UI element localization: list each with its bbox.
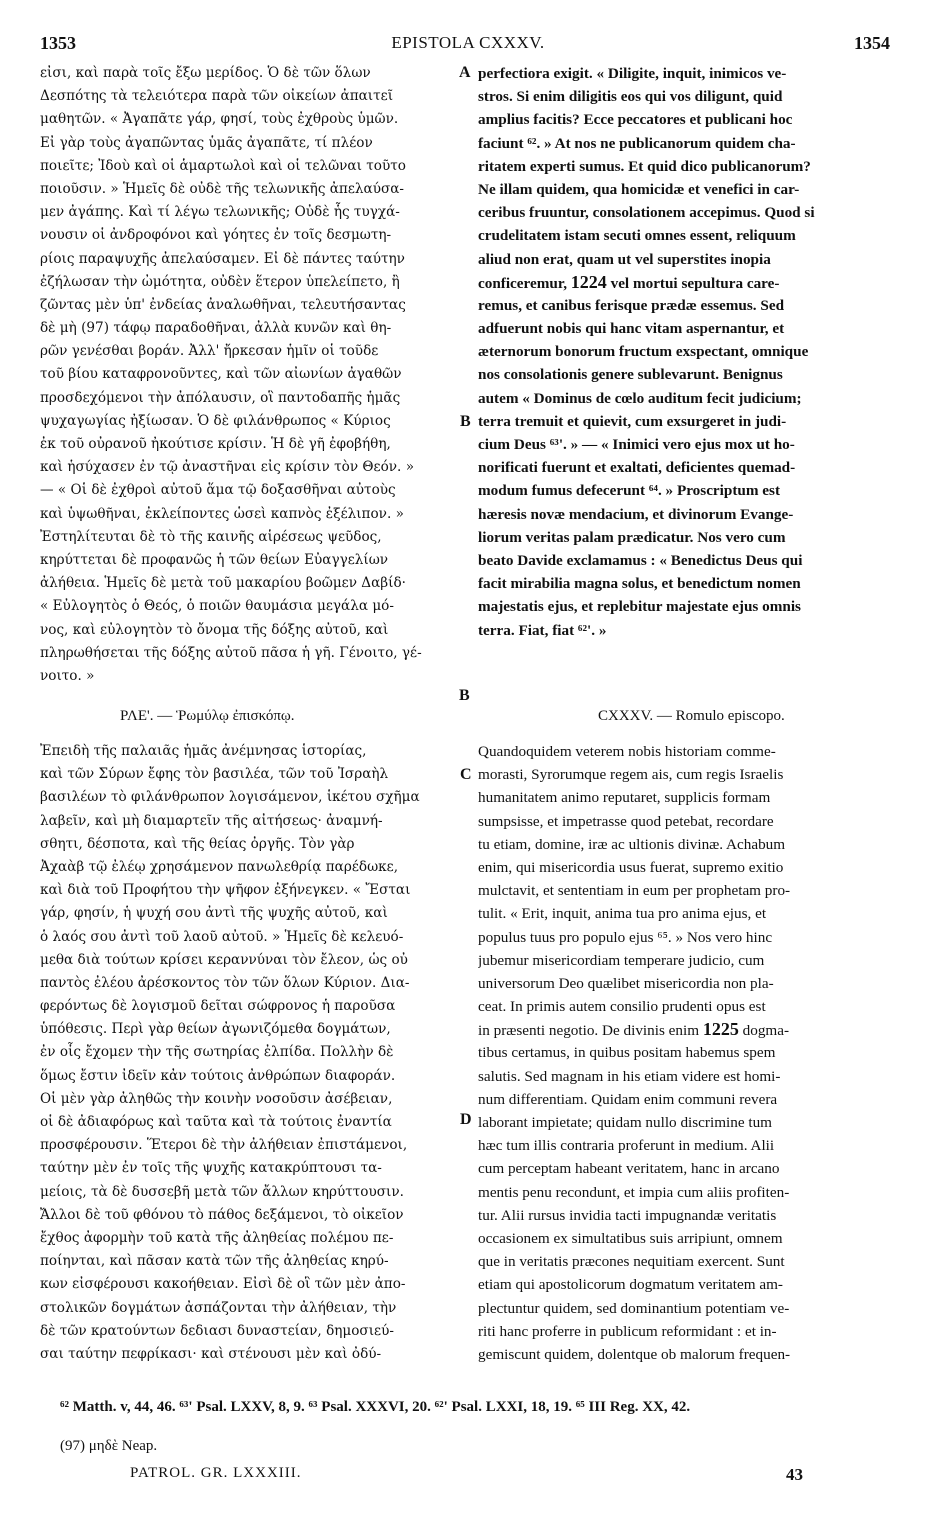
patrologia-signature: PATROL. GR. LXXXIII. xyxy=(130,1465,302,1481)
text-line: faciunt ⁶². » At nos ne publicanorum quidem cha- xyxy=(478,134,796,152)
text-line: beato Davide exclamamus : « Benedictus Deus qui xyxy=(478,551,803,569)
text-line: occasionem ex simultatibus suis arripiunt, omnem xyxy=(478,1229,783,1247)
text-line: facit mirabilia magna solus, et benedictum nomen xyxy=(478,575,801,593)
column-number: 1224 xyxy=(570,271,607,292)
text-line: οἱ δὲ ἀδιαφόρως καὶ ταῦτα καὶ τὰ τούτοις ἐναντία xyxy=(40,1114,392,1130)
text-line: cium Deus ⁶³'. » — « Inimici vero ejus mox ut ho- xyxy=(478,436,795,453)
latin-bottom-column xyxy=(478,740,898,1366)
text-line: προσδεχόμενοι τὴν ἀπόλαυσιν, οἳ παντοδαπῆς ἡμᾶς xyxy=(40,389,401,406)
text-line: populus tuus pro populo ejus ⁶⁵. » Nos vero hinc xyxy=(478,928,773,946)
text-line: Εἰ γὰρ τοὺς ἀγαπῶντας ὑμᾶς ἀγαπᾶτε, τί πλέον xyxy=(40,134,373,151)
text-line: mulctavit, et sententiam in eum per prophetam pro- xyxy=(478,882,791,900)
margin-marker-a: A xyxy=(459,64,471,81)
text-segment: in præsenti negotio. De divinis enim xyxy=(478,1022,703,1040)
text-line: σθητι, δέσποτα, καὶ τῆς θείας ὀργῆς. Τὸν γὰρ xyxy=(40,835,355,852)
text-line: hæresis novæ mendacium, et divinorum Evange- xyxy=(478,505,794,523)
page-number-left: 1353 xyxy=(40,33,76,53)
text-line: δὲ τῶν κρατούντων δεδιασι δυναστείαν, δημοσιεύ- xyxy=(40,1322,394,1339)
text-line: Δεσπότης τὰ τελειότερα παρὰ τῶν οἰκείων ἀπαιτεῖ xyxy=(40,88,394,105)
text-line: sumpsisse, et impetrasse quod petebat, recordare xyxy=(478,812,774,830)
text-line: καὶ τῶν Σύρων ἔφης τὸν βασιλέα, τῶν τοῦ Ἰσραὴλ xyxy=(40,766,389,783)
text-line: κηρύττεται δὲ προφανῶς ἡ τῶν θείων Εὐαγγελίων xyxy=(40,551,389,568)
text-line: νουσιν οἱ ἀνδροφόνοι καὶ γόητες ἐν τοῖς δεσμωτη- xyxy=(40,227,392,244)
text-line: ζῶντας μὲν ὑπ' ἐνδείας ἀναλωθῆναι, τελευτήσαντας xyxy=(40,296,406,313)
text-line: μεθα διὰ τούτων κρίσει κεραννύναι τὸν ἔλεον, ὡς οὐ xyxy=(40,951,408,968)
text-line: πληρωθήσεται τῆς δόξης αὐτοῦ πᾶσα ἡ γῆ. Γένοιτο, γέ- xyxy=(40,644,422,661)
latin-top-column xyxy=(478,62,898,642)
text-line: ritatem experti sumus. Et quid dico publicanorum? xyxy=(478,157,811,175)
text-line: δὲ μὴ (97) τάφῳ παραδοθῆναι, ἀλλὰ κυνῶν καὶ θη- xyxy=(40,320,392,337)
text-line: μαθητῶν. « Ἀγαπᾶτε γάρ, φησί, τοὺς ἐχθροὺς ὑμῶν. xyxy=(40,111,399,128)
text-line: stros. Si enim diligitis eos qui vos diligunt, quid xyxy=(478,88,783,106)
text-line: salutis. Sed magnam in his etiam videre est homi- xyxy=(478,1067,781,1085)
text-line: βασιλέων τὸ φιλάνθρωπον λογισάμενον, ἱκέτου σχῆμα xyxy=(40,789,420,806)
text-line: ποίηνται, καὶ πᾶσαν κατὰ τῶν τῆς ἀληθείας κηρύ- xyxy=(40,1253,389,1270)
text-line: παντὸς ἐλέου ἀρέσκοντος τὸν τῶν ὅλων Κύριον. Δια- xyxy=(40,974,410,991)
text-line: nos consolationis genere sublevarunt. Benignus xyxy=(478,366,783,384)
greek-section-title: ΡΛΕ'. — Ῥωμύλῳ ἐπισκόπῳ. xyxy=(120,708,295,724)
text-line: ὅμως ἔστιν ἰδεῖν κἀν τούτοις ἀνθρώπων διαφοράν. xyxy=(40,1067,396,1084)
text-line: φερόντως δὲ λογισμοῦ δεῖται σώφρονος ἡ παροῦσα xyxy=(40,998,396,1015)
text-line: νοιτο. » xyxy=(40,667,95,684)
text-line: æternorum bonorum fructum exspectant, omnique xyxy=(478,343,809,361)
text-line: Ne illam quidem, qua homicidæ et venefici in car- xyxy=(478,180,800,198)
column-number: 1225 xyxy=(702,1019,739,1040)
text-line: ὑπόθεσις. Περὶ γὰρ θείων ἀγωνιζόμεθα δογμάτων, xyxy=(40,1021,391,1038)
greek-bottom-column xyxy=(40,740,480,1366)
text-line: Ἀχαὰβ τῷ ἐλέῳ χρησάμενον πανωλεθρίᾳ παρέδωκε, xyxy=(40,858,399,875)
text-line xyxy=(478,271,898,294)
text-line: humanitatem animo reputaret, supplicis formam xyxy=(478,789,771,807)
text-line: καὶ διὰ τοῦ Προφήτου τὴν ψῆφον ἐξήνεγκεν. « Ἔσται xyxy=(40,882,411,899)
page-number-right: 1354 xyxy=(854,33,890,53)
text-line: ποιοῦσιν. » Ἡμεῖς δὲ οὐδὲ τῆς τελωνικῆς ἀπελαύσα- xyxy=(40,180,405,197)
text-line: perfectiora exigit. « Diligite, inquit, inimicos ve- xyxy=(478,65,787,82)
signature-number: 43 xyxy=(786,1465,803,1484)
text-segment: conficeremur, xyxy=(478,274,571,292)
text-line: μεν ἀγάπης. Καὶ τί λέγω τελωνικῆς; Οὐδὲ ἧς τυγχά- xyxy=(40,204,400,221)
text-line: καὶ ὑψωθῆναι, ἐκλείποντες ὡσεὶ καπνὸς ἐξέλιπον. » xyxy=(40,505,404,522)
text-line: riti hanc proferre in publicum reformidant : et in- xyxy=(478,1322,777,1340)
text-line: νος, καὶ εὐλογητὸν τὸ ὄνομα τῆς δόξης αὐτοῦ, καὶ xyxy=(40,621,389,638)
text-line: Ἄλλοι δὲ τοῦ φθόνου τὸ πάθος δεξάμενοι, τὸ οἰκεῖον xyxy=(40,1206,404,1223)
text-segment: vel mortui sepultura care- xyxy=(606,274,780,292)
text-line: ρῶν γενέσθαι βοράν. Ἀλλ' ἤρκεσαν ἡμῖν οἱ τοῦδε xyxy=(40,343,379,360)
text-line: num differentiam. Quidam enim communi revera xyxy=(478,1090,778,1108)
text-line: aliud non erat, quam ut vel superstites inopia xyxy=(478,250,771,268)
text-line: εἰσι, καὶ παρὰ τοῖς ἔξω μερίδος. Ὁ δὲ τῶν ὅλων xyxy=(40,65,371,81)
text-line: morasti, Syrorumque regem ais, cum regis Israelis xyxy=(478,766,784,784)
text-line: remus, et canibus ferisque prædæ essemus. Sed xyxy=(478,296,785,314)
text-line: enim, qui misericordia usus fuerat, supremo exitio xyxy=(478,858,784,876)
text-line: terra. Fiat, fiat ⁶²'. » xyxy=(478,621,607,639)
text-line: modum fumus defecerunt ⁶⁴. » Proscriptum est xyxy=(478,482,780,500)
text-segment: dogma- xyxy=(738,1022,790,1040)
text-line: καὶ ἡσύχασεν ἐν τῷ ἀναστῆναι εἰς κρίσιν τὸν Θεόν. » xyxy=(40,459,415,476)
page-header-title: EPISTOLA CXXXV. xyxy=(391,33,545,52)
text-line: tulit. « Erit, inquit, anima tua pro anima ejus, et xyxy=(478,905,767,923)
text-line: norificati fuerunt et exaltati, deficientes quemad- xyxy=(478,459,796,477)
text-line: mentis penu recondunt, et impia cum aliis profiten- xyxy=(478,1183,790,1201)
margin-marker-d: D xyxy=(460,1111,472,1128)
margin-marker-b-mid: B xyxy=(459,687,470,704)
text-line: plectuntur quidem, sed dominantium potentiam ve- xyxy=(478,1299,790,1317)
footnotes: ⁶² Matth. v, 44, 46. ⁶³' Psal. LXXV, 8, 9. ⁶³ Psal. XXXVI, 20. ⁶²' Psal. LXXI, 18, 19. ⁶⁵ III Reg. XX, 42. xyxy=(60,1399,691,1415)
text-line: crudelitatem istam secuti omnes essent, reliquum xyxy=(478,227,796,245)
text-line: tu etiam, domine, iræ ac ultionis divinæ. Achabum xyxy=(478,835,786,853)
text-line: cum perceptam habeant veritatem, hanc in arcano xyxy=(478,1160,780,1178)
text-line: que in veritatis præcones nequitiam exercent. Sunt xyxy=(478,1253,785,1271)
text-line: ταύτην μὲν ἐν τοῖς τῆς ψυχῆς κατακρύπτουσι τα- xyxy=(40,1160,382,1177)
text-line: Οἱ μὲν γὰρ ἀληθῶς τὴν κοινὴν νοσοῦσιν ἀσέβειαν, xyxy=(40,1090,393,1107)
text-line: ποιεῖτε; Ἰδοὺ καὶ οἱ ἁμαρτωλοὶ καὶ οἱ τελῶναι τοῦτο xyxy=(40,157,406,174)
text-line: etiam qui apostolicorum dogmatum veritatem am- xyxy=(478,1276,783,1294)
text-line: « Εὐλογητὸς ὁ Θεός, ὁ ποιῶν θαυμάσια μεγάλα μό- xyxy=(40,598,394,615)
text-line: jubemur misericordiam temperare judicio, cum xyxy=(478,951,765,969)
text-line: Quandoquidem veterem nobis historiam comme- xyxy=(478,743,776,760)
text-line: universorum Deo quælibet misericordia non pla- xyxy=(478,974,774,992)
text-line: tibus certamus, in quibus positam habemus spem xyxy=(478,1044,776,1062)
variant-note: (97) μηδὲ Neap. xyxy=(60,1438,158,1454)
text-line: ἔχθος ἀφορμὴν τοῦ κατὰ τῆς ἀληθείας πολέμου πε- xyxy=(40,1229,394,1246)
text-line: σαι ταύτην πεφρίκασι· καὶ στένουσι μὲν καὶ ὀδύ- xyxy=(40,1345,382,1362)
text-line: ceribus fruuntur, consolationem accepimus. Quod si xyxy=(478,204,815,222)
latin-section-title: CXXXV. — Romulo episcopo. xyxy=(598,708,785,724)
text-line: laborant impietate; quidam nullo discrimine tum xyxy=(478,1114,772,1131)
text-line: gemiscunt quidem, dolentque ob malorum frequen- xyxy=(478,1345,791,1363)
text-line: ψυχαγωγίας ἠξίωσαν. Ὁ δὲ φιλάνθρωπος « Κύριος xyxy=(40,412,391,429)
text-line: κων εἰσφέρουσι κακοήθειαν. Εἰσὶ δὲ οἳ τῶν μὲν ἀπο- xyxy=(40,1276,406,1293)
text-line: ὁ λαός σου ἀντὶ τοῦ λαοῦ αὐτοῦ. » Ἡμεῖς δὲ κελευό- xyxy=(40,928,404,945)
text-line: majestatis ejus, et replebitur majestate ejus omnis xyxy=(478,598,801,616)
margin-marker-c: C xyxy=(460,766,472,783)
text-line: autem « Dominus de cœlo auditum fecit judicium; xyxy=(478,389,802,407)
text-line: λαβεῖν, καὶ μὴ διαμαρτεῖν τῆς αἰτήσεως· ἀναμνή- xyxy=(40,812,383,829)
text-line: μείοις, τὰ δὲ δυσσεβῆ μετὰ τῶν ἄλλων κηρύττουσιν. xyxy=(40,1183,404,1200)
text-line: ceat. In primis autem consilio prudenti opus est xyxy=(478,998,766,1016)
margin-marker-b-top: B xyxy=(460,413,471,430)
text-line: τοῦ βίου καταφρονοῦντες, καὶ τῶν αἰωνίων ἀγαθῶν xyxy=(40,366,402,383)
text-line: liorum veritas palam prædicatur. Nos vero cum xyxy=(478,528,786,546)
text-line: terra tremuit et quievit, cum exsurgeret in judi- xyxy=(478,412,787,430)
text-line: Ἐστηλίτευται δὲ τὸ τῆς καινῆς αἱρέσεως ψεῦδος, xyxy=(40,528,382,545)
text-line xyxy=(478,1018,898,1041)
text-line: ἐζήλωσαν τὴν ὠμότητα, οὐδὲν ἕτερον ὑπελείπετο, ἢ xyxy=(40,273,400,290)
text-line: — « Οἱ δὲ ἐχθροὶ αὐτοῦ ἅμα τῷ δοξασθῆναι αὐτοὺς xyxy=(40,482,396,499)
text-line: ἐν οἷς ἔχομεν τὴν τῆς σωτηρίας ἐλπίδα. Πολλὴν δὲ xyxy=(40,1044,394,1061)
text-line: tur. Alii rursus invidia tacti impugnandæ veritatis xyxy=(478,1206,777,1224)
text-line: amplius facitis? Ecce peccatores et publicani hoc xyxy=(478,111,793,129)
text-line: γάρ, φησίν, ἡ ψυχή σου ἀντὶ τῆς ψυχῆς αὐτοῦ, καὶ xyxy=(40,905,388,922)
text-line: προσφέρουσιν. Ἕτεροι δὲ τὴν ἀλήθειαν ἐπιστάμενοι, xyxy=(40,1137,408,1154)
text-line: στολικῶν δογμάτων ἀσπάζονται τὴν ἀλήθειαν, τὴν xyxy=(40,1299,397,1316)
text-line: ἀλήθεια. Ἡμεῖς δὲ μετὰ τοῦ μακαρίου βοῶμεν Δαβίδ· xyxy=(40,575,406,592)
greek-top-column xyxy=(40,62,480,688)
text-line: Ἐπειδὴ τῆς παλαιᾶς ἡμᾶς ἀνέμνησας ἱστορίας, xyxy=(40,743,367,759)
text-line: ρίοις παραψυχῆς ἀπελαύσαμεν. Εἰ δὲ πάντες ταύτην xyxy=(40,250,405,267)
text-line: adfuerunt nobis qui hanc vitam aspernantur, et xyxy=(478,320,785,338)
text-line: hæc tum illis contraria proferunt in medium. Alii xyxy=(478,1137,775,1155)
text-line: ἐκ τοῦ οὐρανοῦ ἠκούτισε κρίσιν. Ἡ δὲ γῆ ἐφοβήθη, xyxy=(40,436,391,452)
